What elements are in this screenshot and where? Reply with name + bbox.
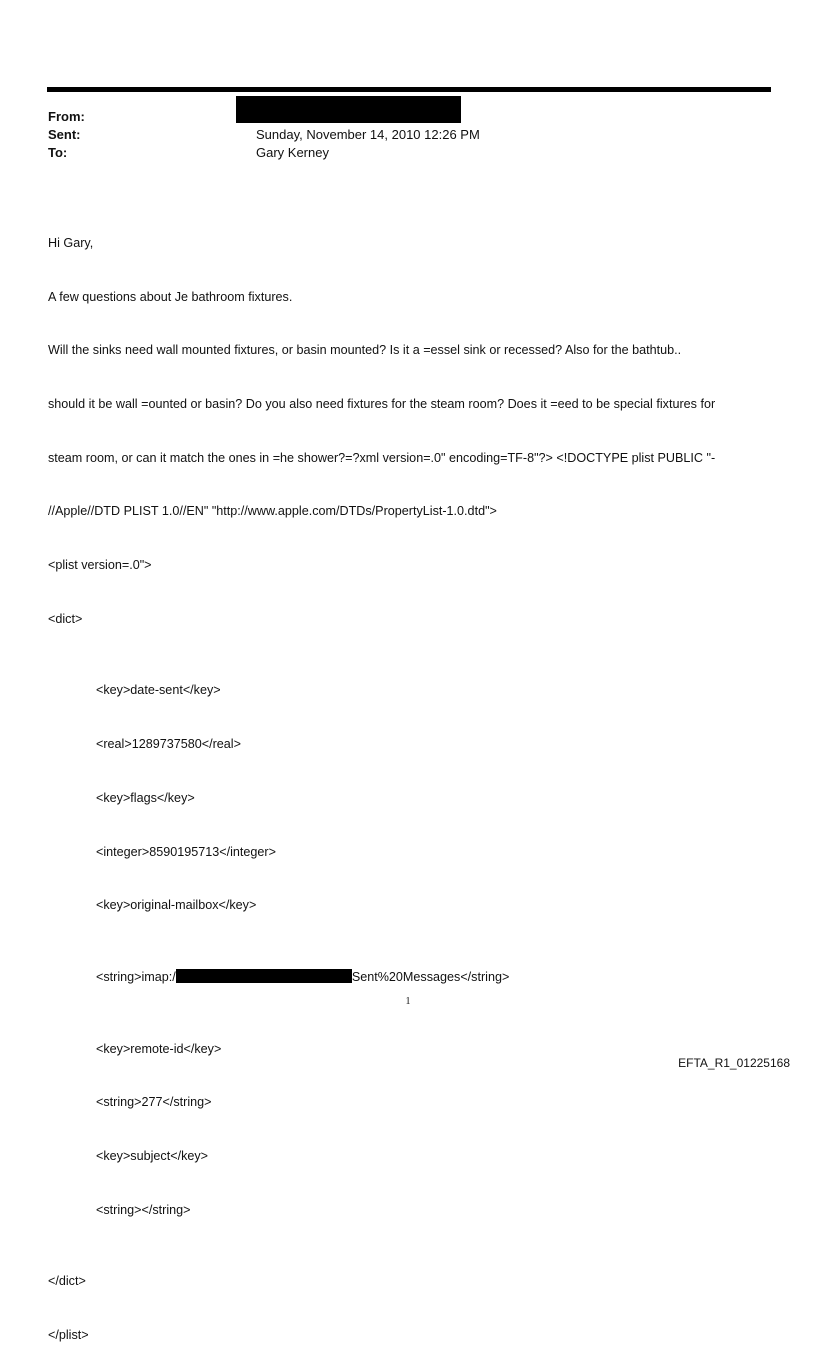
dict-line: <key>date-sent</key> (96, 683, 221, 698)
mailbox-redaction (176, 969, 352, 983)
page-number: 1 (405, 996, 411, 1007)
from-label: From: (48, 109, 85, 124)
to-label: To: (48, 145, 68, 160)
dict-line: <key>flags</key> (96, 790, 195, 805)
greeting: Hi Gary, (48, 235, 94, 250)
body-line: Will the sinks need wall mounted fixtures, or basin mounted? Is it a =essel sink or recessed? Also for the bathtub.. (48, 343, 682, 358)
body-line: A few questions about Je bathroom fixtures. (48, 289, 293, 304)
dict-line: <key>remote-id</key> (96, 1041, 222, 1056)
dict-line: <real>1289737580</real> (96, 737, 241, 752)
header-rule (47, 87, 771, 92)
sent-value: Sunday, November 14, 2010 12:26 PM (256, 127, 480, 142)
dict-line: <string></string> (96, 1202, 191, 1217)
body-line: <plist version=.0"> (48, 558, 152, 573)
document-id: EFTA_R1_01225168 (678, 1056, 790, 1070)
mailbox-prefix: <string>imap:/ (96, 969, 176, 984)
body-line: <dict> (48, 611, 83, 626)
dict-line: <integer>8590195713</integer> (96, 844, 276, 859)
closing-line: </dict> (48, 1274, 86, 1289)
from-redaction (236, 96, 461, 123)
to-value: Gary Kerney (256, 145, 329, 160)
body-line: //Apple//DTD PLIST 1.0//EN" "http://www.apple.com/DTDs/PropertyList-1.0.dtd"> (48, 504, 497, 519)
email-body (48, 199, 770, 1363)
body-line: steam room, or can it match the ones in =he shower?=?xml version=.0" encoding=TF-8"?> <!DOCTYPE plist PUBLIC "- (48, 450, 716, 465)
dict-line: <key>subject</key> (96, 1149, 209, 1164)
mailbox-line (48, 969, 770, 987)
mailbox-suffix: Sent%20Messages</string> (351, 969, 510, 984)
dict-line: <key>original-mailbox</key> (96, 898, 257, 913)
body-line: should it be wall =ounted or basin? Do you also need fixtures for the steam room? Does it =eed to be special fixtures for (48, 396, 716, 411)
closing-line: </plist> (48, 1328, 89, 1343)
sent-label: Sent: (48, 127, 81, 142)
dict-line: <string>277</string> (96, 1095, 212, 1110)
